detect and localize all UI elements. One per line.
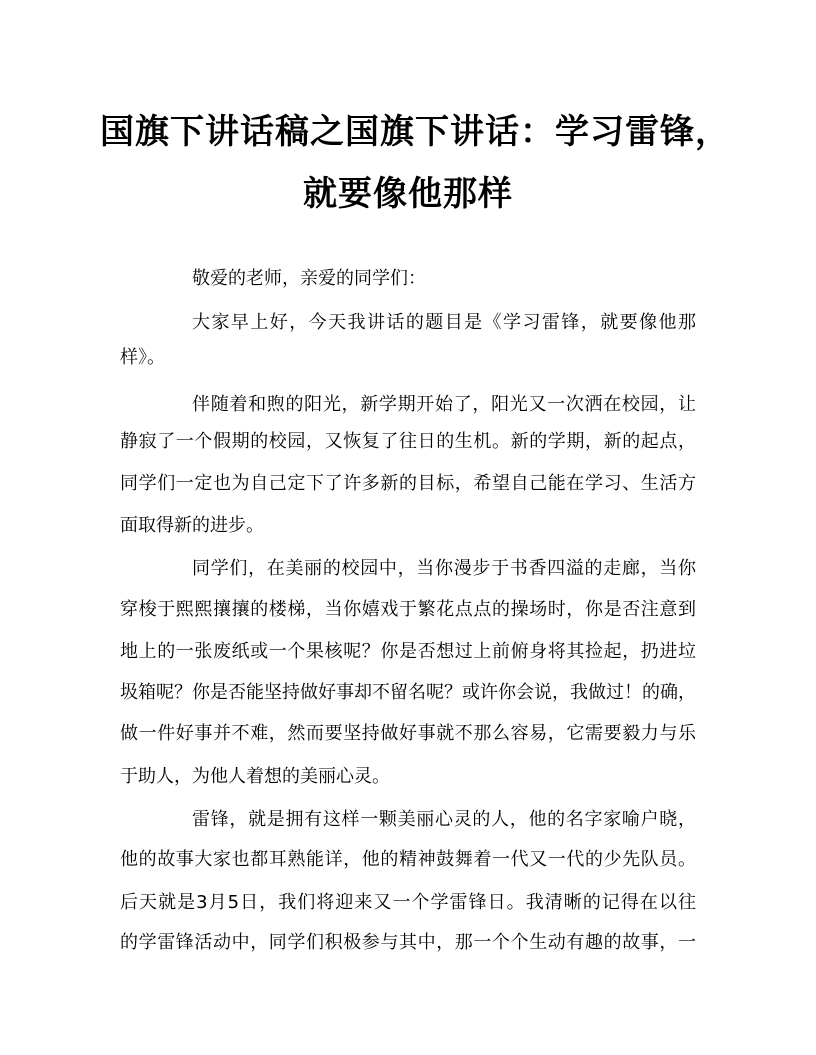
- paragraph-line: 敬爱的老师，亲爱的同学们：: [192, 268, 426, 289]
- paragraph-line: 大家早上好，今天我讲话的题目是《学习雷锋，就要像他那: [192, 312, 696, 333]
- document-title-line-2: 就要像他那样: [303, 174, 513, 214]
- paragraph-line: 穿梭于熙熙攘攘的楼梯，当你嬉戏于繁花点点的操场时，你是否注意到: [120, 599, 696, 620]
- paragraph-line: 面取得新的进步。: [120, 515, 264, 536]
- paragraph-line: 同学们，在美丽的校园中，当你漫步于书香四溢的走廊，当你: [192, 558, 696, 579]
- paragraph-line: 他的故事大家也都耳熟能详，他的精神鼓舞着一代又一代的少先队员。: [120, 849, 696, 870]
- paragraph-line: 地上的一张废纸或一个果核呢？你是否想过上前俯身将其捡起，扔进垃: [120, 641, 696, 662]
- paragraph-line: 静寂了一个假期的校园，又恢复了往日的生机。新的学期，新的起点，: [120, 431, 696, 452]
- paragraph-line: 的学雷锋活动中，同学们积极参与其中，那一个个生动有趣的故事，一: [120, 932, 696, 953]
- paragraph-line: 同学们一定也为自己定下了许多新的目标，希望自己能在学习、生活方: [120, 473, 696, 494]
- document-title-line-1: 国旗下讲话稿之国旗下讲话：学习雷锋，: [100, 112, 730, 152]
- paragraph-line: 做一件好事并不难，然而要坚持做好事就不那么容易，它需要毅力与乐: [120, 723, 696, 744]
- paragraph-line: 雷锋，就是拥有这样一颗美丽心灵的人，他的名字家喻户晓，: [192, 809, 696, 830]
- paragraph-line: 后天就是3月5日，我们将迎来又一个学雷锋日。我清晰的记得在以往: [120, 892, 696, 913]
- paragraph-line: 样》。: [120, 347, 165, 368]
- paragraph-line: 伴随着和煦的阳光，新学期开始了，阳光又一次洒在校园，让: [192, 394, 696, 415]
- paragraph-line: 圾箱呢？你是否能坚持做好事却不留名呢？或许你会说，我做过！的确，: [120, 682, 696, 703]
- paragraph-line: 于助人，为他人着想的美丽心灵。: [120, 766, 390, 787]
